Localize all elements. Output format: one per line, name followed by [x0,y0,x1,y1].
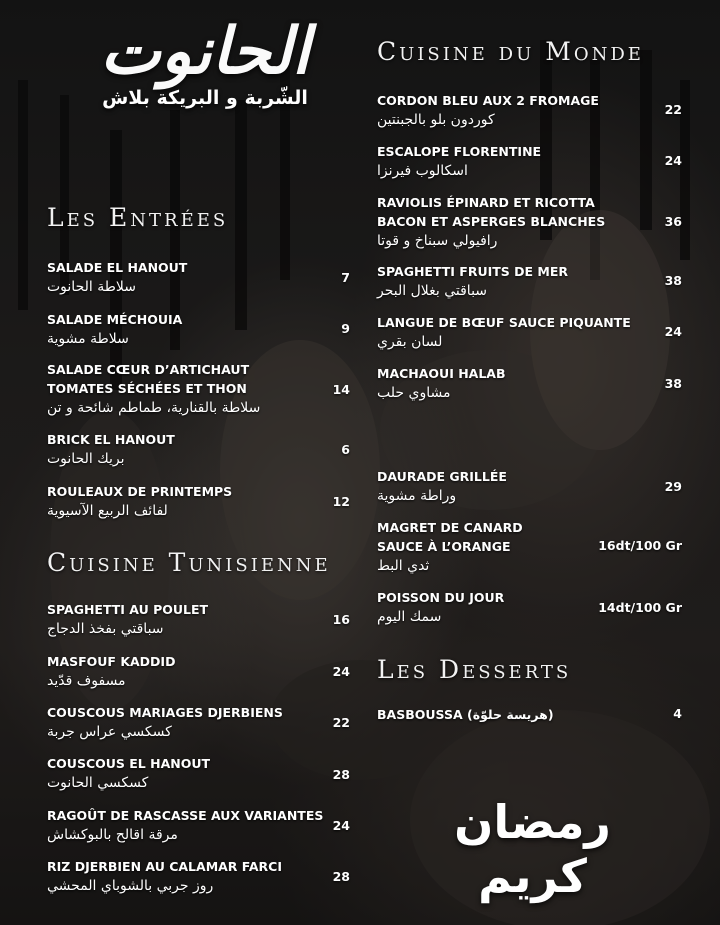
item-name-ar: رافيولي سبناخ و قوتا [377,233,498,249]
item-name-fr: COUSCOUS EL HANOUT [47,756,211,771]
item-name-fr: ROULEAUX DE PRINTEMPS [47,484,233,499]
item-name-ar: روز جربي بالشوباي المحشي [47,878,214,894]
item-name-fr: MAGRET DE CANARD [377,520,523,535]
item-name-fr-line2: BACON ET ASPERGES BLANCHES [377,214,606,229]
logo-title: الحانوت [100,14,310,89]
item-price: 16dt/100 Gr [598,538,682,553]
logo-subtitle: الشّربة و البريكة بلاش [102,87,308,110]
item-name-ar: لفائف الربيع الآسيوية [47,503,168,519]
item-price: 22 [664,102,682,117]
item-price: 16 [332,612,350,627]
item-price: 24 [332,664,350,679]
section-title-monde: Cuisine du Monde [377,37,644,66]
item-price: 36 [664,214,682,229]
item-name-ar: وراطة مشوية [377,488,457,504]
item-name-fr: COUSCOUS MARIAGES DJERBIENS [47,705,283,720]
item-name-ar: كسكسي عراس جربة [47,724,172,740]
item-price: 7 [341,270,350,285]
item-name-ar: ثدي البط [377,558,430,574]
section-title-desserts: Les Desserts [377,655,572,684]
item-name-fr: SALADE CŒUR D’ARTICHAUT [47,362,250,377]
item-price: 38 [664,376,682,391]
item-name-fr: POISSON DU JOUR [377,590,505,605]
item-name-fr: MASFOUF KADDID [47,654,176,669]
item-price: 6 [341,442,350,457]
ramadan-greeting: رمضان كريم [454,795,611,903]
section-title-tunisienne: Cuisine Tunisienne [47,548,331,577]
item-name-ar: سلاطة مشوية [47,331,129,347]
item-name-fr: DAURADE GRILLÉE [377,469,507,484]
item-name-ar: مشاوي حلب [377,385,451,401]
item-name-ar: كسكسي الحانوت [47,775,149,791]
item-price: 4 [673,706,682,721]
item-name-ar: كوردون بلو بالجبنتين [377,112,495,128]
item-price: 38 [664,273,682,288]
item-price: 22 [332,715,350,730]
item-name-ar: مرقة اقالح بالبوكشاش [47,827,178,843]
item-name-fr: MACHAOUI HALAB [377,366,506,381]
item-price: 28 [332,767,350,782]
item-name-fr: SPAGHETTI FRUITS DE MER [377,264,569,279]
item-name-ar: سباقتي بغلال البحر [377,283,488,299]
item-name-fr: LANGUE DE BŒUF SAUCE PIQUANTE [377,315,631,330]
item-name-fr-line2: TOMATES SÉCHÉES ET THON [47,381,247,396]
section-title-entrees: Les Entrées [47,203,229,232]
item-name-ar: سمك اليوم [377,609,442,625]
item-name-fr: BRICK EL HANOUT [47,432,175,447]
item-name-fr: SALADE EL HANOUT [47,260,188,275]
item-name-fr: SALADE MÉCHOUIA [47,312,183,327]
item-name-ar: بريك الحانوت [47,451,125,467]
item-name-fr: RAGOÛT DE RASCASSE AUX VARIANTES [47,808,324,823]
item-name-fr: ESCALOPE FLORENTINE [377,144,542,159]
item-name-fr: BASBOUSSA (هريسة حلوّة) [377,707,554,722]
item-name-ar: سباقتي بفخذ الدجاج [47,621,164,637]
item-price: 24 [664,324,682,339]
item-price: 24 [664,153,682,168]
item-name-ar: مسفوف قدّيد [47,673,126,689]
item-price: 9 [341,321,350,336]
item-name-fr: RAVIOLIS ÉPINARD ET RICOTTA [377,195,595,210]
item-price: 12 [332,494,350,509]
restaurant-logo [80,14,330,110]
item-name-fr: CORDON BLEU AUX 2 FROMAGE [377,93,599,108]
item-price: 28 [332,869,350,884]
item-price: 14 [332,382,350,397]
item-name-fr-line2: SAUCE À L’ORANGE [377,539,511,554]
item-name-ar: سلاطة الحانوت [47,279,136,295]
item-name-ar: سلاطة بالقنارية، طماطم شائحة و تن [47,400,261,416]
item-name-fr: RIZ DJERBIEN AU CALAMAR FARCI [47,859,283,874]
item-name-fr: SPAGHETTI AU POULET [47,602,209,617]
item-price: 14dt/100 Gr [598,600,682,615]
item-price: 29 [664,479,682,494]
item-name-ar: لسان بقري [377,334,443,350]
item-price: 24 [332,818,350,833]
item-name-ar: اسكالوب فيرنزا [377,163,468,179]
